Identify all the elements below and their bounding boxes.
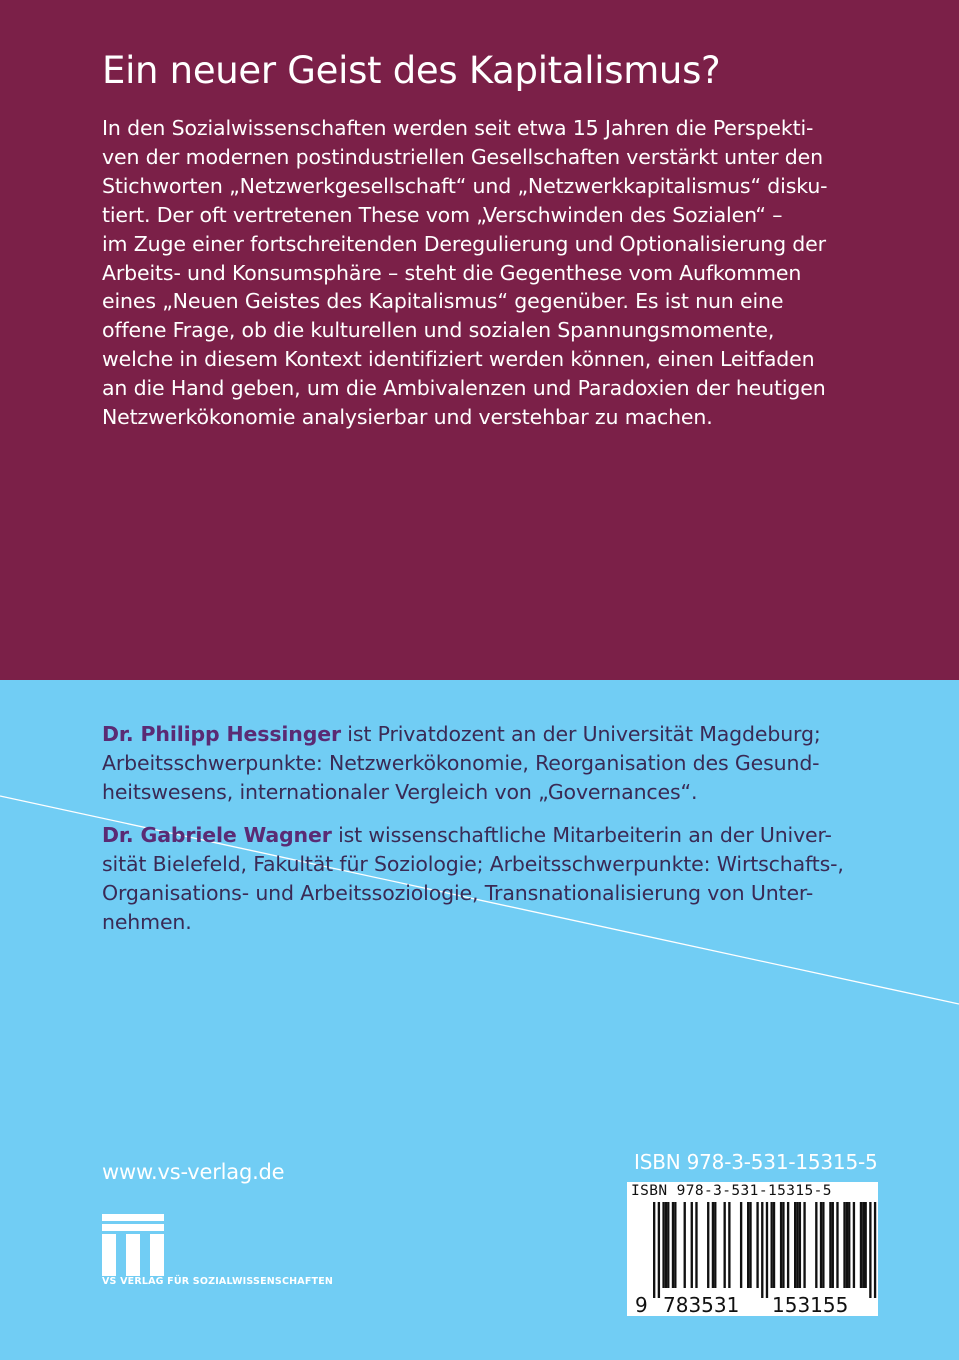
barcode-bar <box>836 1202 838 1288</box>
barcode-bar <box>862 1202 864 1288</box>
barcode-bars-icon <box>627 1182 878 1316</box>
author-bio-line: heitswesens, internationaler Vergleich von „Governances“. <box>102 780 698 804</box>
author-bio-line: Organisations- und Arbeitssoziologie, Transnationalisierung von Unter- <box>102 881 814 905</box>
author-bio-line: Arbeitsschwerpunkte: Netzwerkökonomie, Reorganisation des Gesund- <box>102 751 820 775</box>
barcode-bar <box>820 1202 822 1288</box>
barcode-bar <box>714 1202 716 1288</box>
barcode-bar <box>740 1202 742 1288</box>
vs-verlag-logo-icon <box>102 1214 164 1276</box>
barcode-bar <box>653 1202 655 1298</box>
barcode <box>627 1182 878 1316</box>
barcode-bar <box>672 1202 674 1288</box>
blurb-line: an die Hand geben, um die Ambivalenzen und Paradoxien der heutigen <box>102 376 826 401</box>
publisher-website[interactable]: www.vs-verlag.de <box>102 1160 285 1184</box>
barcode-bar <box>787 1202 789 1288</box>
barcode-bar <box>691 1202 693 1288</box>
barcode-isbn-text: ISBN 978-3-531-15315-5 <box>631 1183 832 1199</box>
barcode-bar <box>865 1202 867 1288</box>
barcode-bar <box>780 1202 782 1288</box>
barcode-bar <box>843 1202 845 1288</box>
barcode-bar <box>662 1202 664 1288</box>
publisher-name: VS VERLAG FÜR SOZIALWISSENSCHAFTEN <box>102 1276 334 1287</box>
blurb-line: im Zuge einer fortschreitenden Deregulierung und Optionalisierung der <box>102 231 826 256</box>
blurb-line: Stichworten „Netzwerkgesellschaft“ und „Netzwerkkapitalismus“ disku- <box>102 173 828 198</box>
barcode-bar <box>756 1202 758 1288</box>
barcode-bar <box>707 1202 709 1288</box>
barcode-bar <box>829 1202 831 1288</box>
barcode-bar <box>749 1202 751 1288</box>
barcode-bar <box>667 1202 669 1288</box>
barcode-bar <box>822 1202 824 1288</box>
barcode-bar <box>853 1202 855 1288</box>
barcode-bar <box>860 1202 862 1288</box>
barcode-bar <box>658 1202 660 1298</box>
author-bio-text: ist wissenschaftliche Mitarbeiterin an der Univer- <box>331 823 832 847</box>
barcode-bar <box>815 1202 817 1288</box>
barcode-bar <box>803 1202 805 1288</box>
barcode-bar <box>674 1202 676 1288</box>
book-title: Ein neuer Geist des Kapitalismus? <box>102 49 721 92</box>
blurb-line: Netzwerkökonomie analysierbar und verstehbar zu machen. <box>102 405 713 430</box>
barcode-bar <box>766 1202 768 1298</box>
barcode-digits-left: 783531 <box>663 1293 740 1316</box>
blurb-line: eines „Neuen Geistes des Kapitalismus“ gegenüber. Es ist nun eine <box>102 289 784 314</box>
barcode-bar <box>796 1202 798 1288</box>
barcode-bar <box>724 1202 726 1288</box>
blurb-line: tiert. Der oft vertretenen These vom „Verschwinden des Sozialen“ – <box>102 202 783 227</box>
barcode-bar <box>712 1202 714 1288</box>
barcode-bar <box>848 1202 850 1288</box>
author-bio-line: sität Bielefeld, Fakultät für Soziologie; Arbeitsschwerpunkte: Wirtschafts-, <box>102 852 844 876</box>
barcode-bar <box>771 1202 773 1288</box>
author-bio-line: nehmen. <box>102 910 192 934</box>
blurb-line: In den Sozialwissenschaften werden seit etwa 15 Jahren die Perspekti- <box>102 116 814 140</box>
barcode-bar <box>832 1202 834 1288</box>
barcode-bar <box>773 1202 775 1288</box>
barcode-bar <box>728 1202 730 1288</box>
blurb-text <box>102 114 862 432</box>
barcode-bar <box>695 1202 697 1288</box>
author-bio-wagner <box>102 821 882 937</box>
isbn-label: ISBN 978-3-531-15315-5 <box>634 1150 878 1174</box>
blurb-line: Arbeits- und Konsumsphäre – steht die Gegenthese vom Aufkommen <box>102 260 802 285</box>
barcode-bar <box>684 1202 686 1288</box>
barcode-bar <box>846 1202 848 1288</box>
barcode-digit-first: 9 <box>635 1293 648 1316</box>
blurb-line: welche in diesem Kontext identifiziert werden können, einen Leitfaden <box>102 347 815 372</box>
barcode-bar <box>761 1202 763 1298</box>
barcode-bar <box>869 1202 871 1298</box>
author-name: Dr. Philipp Hessinger <box>102 722 341 746</box>
barcode-bar <box>782 1202 784 1288</box>
barcode-digits-right: 153155 <box>772 1293 849 1316</box>
barcode-bar <box>665 1202 667 1288</box>
blurb-line: ven der modernen postindustriellen Gesellschaften verstärkt unter den <box>102 144 823 169</box>
author-bio-text: ist Privatdozent an der Universität Magdeburg; <box>340 722 821 746</box>
author-bio-hessinger <box>102 720 882 807</box>
barcode-bar <box>799 1202 801 1288</box>
barcode-bar <box>874 1202 876 1298</box>
author-name: Dr. Gabriele Wagner <box>102 823 332 847</box>
blurb-line: offene Frage, ob die kulturellen und sozialen Spannungsmomente, <box>102 318 775 343</box>
barcode-bar <box>747 1202 749 1288</box>
barcode-bar <box>794 1202 796 1288</box>
